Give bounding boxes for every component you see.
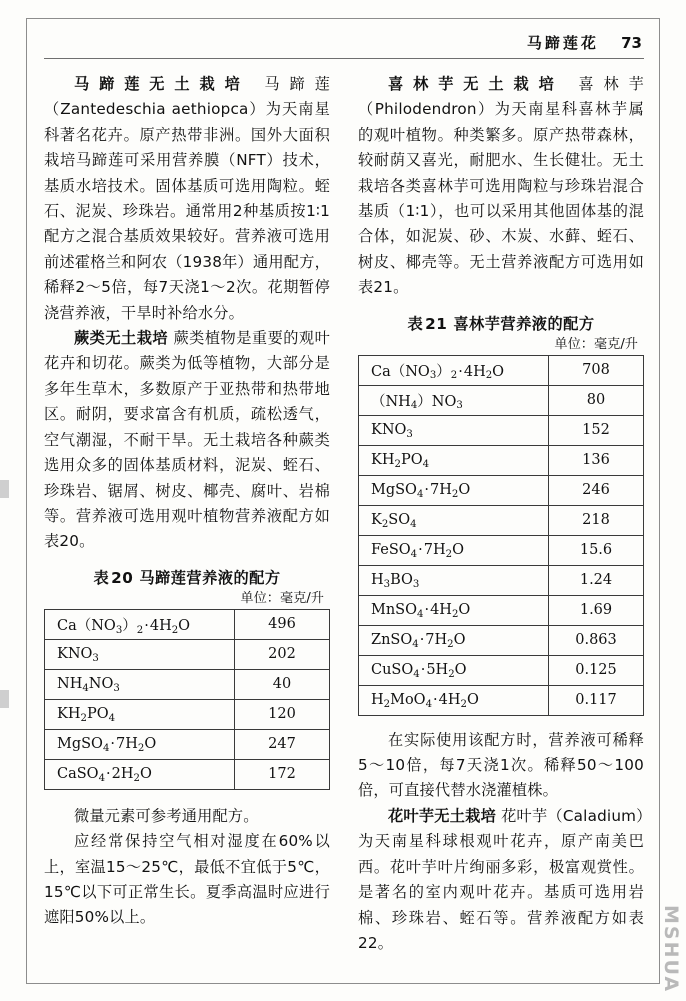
para-caladium-heading: 花叶芋无土栽培 <box>388 806 497 825</box>
para-philodendron-soilless <box>358 72 644 301</box>
table-cell-value: 120 <box>235 699 330 729</box>
table-row <box>45 759 330 789</box>
table-cell-value: 0.117 <box>549 685 644 715</box>
table-cell-value: 152 <box>549 415 644 445</box>
table-cell-formula: $H_3BO_3$ <box>359 565 549 595</box>
para-fern-heading: 蕨类无土栽培 <box>74 329 169 348</box>
para-caladium-soilless <box>358 804 644 956</box>
table-cell-formula: $KH_2PO_4$ <box>45 699 235 729</box>
table-cell-formula: $Ca(NO_3)_2\cdot 4H_2O$ <box>45 609 235 639</box>
table-cell-formula: $H_2MoO_4\cdot 4H_2O$ <box>359 685 549 715</box>
table-21-caption <box>358 313 644 335</box>
table-cell-value: 172 <box>235 759 330 789</box>
header-rule <box>44 58 644 59</box>
table-cell-formula: $(NH_4)NO_3$ <box>359 385 549 415</box>
table-cell-value: 708 <box>549 355 644 385</box>
table-cell-value: 40 <box>235 669 330 699</box>
table-cell-formula: $CuSO_4\cdot 5H_2O$ <box>359 655 549 685</box>
table-row <box>359 655 644 685</box>
table-cell-value: 0.863 <box>549 625 644 655</box>
table-cell-value: 218 <box>549 505 644 535</box>
table-cell-formula: $MgSO_4\cdot 7H_2O$ <box>359 475 549 505</box>
table-row <box>359 535 644 565</box>
table-cell-formula: $Ca(NO_3)_2\cdot 4H_2O$ <box>359 355 549 385</box>
table-cell-formula: $K_2SO_4$ <box>359 505 549 535</box>
para-humidity-temp: 应经常保持空气相对湿度在60%以上，室温15～25℃，最低不宜低于5℃，15℃以下可正常生长。夏季高温时应进行遮阳50%以上。 <box>44 832 330 927</box>
para-calla-heading: 马蹄莲无土栽培 <box>74 75 250 93</box>
table-cell-formula: $CaSO_4\cdot 2H_2O$ <box>45 759 235 789</box>
para-philodendron-text: 喜林芋（Philodendron）为天南星科喜林芋属的观叶植物。种类繁多。原产热带森林，较耐荫又喜光，耐肥水、生长健壮。无土栽培各类喜林芋可选用陶粒与珍珠岩混合基质（1∶1），也可以采用其他固体基的混合体，如泥炭、砂、木炭、水藓、蛭石、树皮、椰壳等。无土营养液配方可选用如表21。 <box>358 75 645 297</box>
table-cell-formula: $MnSO_4\cdot 4H_2O$ <box>359 595 549 625</box>
table-row <box>359 505 644 535</box>
scan-edge-mark <box>0 690 9 708</box>
table-cell-value: 1.24 <box>549 565 644 595</box>
table-21-block <box>358 313 644 716</box>
para-trace-elements: 微量元素可参考通用配方。 <box>74 806 259 825</box>
table-row <box>359 625 644 655</box>
para-fern-text: 蕨类植物是重要的观叶花卉和切花。蕨类为低等植物，大部分是多年生草木，多数原产于亚热带和热带地区。耐阴，要求富含有机质，疏松透气，空气潮湿，不耐干旱。无土栽培各种蕨类选用众多的固体基质材料，泥炭、蛭石、珍珠岩、锯屑、树皮、椰壳、腐叶、岩棉等。营养液可选用观叶植物营养液配方如表20。 <box>44 329 331 551</box>
table-cell-value: 80 <box>549 385 644 415</box>
body-columns <box>44 72 644 972</box>
page-number: 73 <box>621 34 642 52</box>
table-cell-value: 0.125 <box>549 655 644 685</box>
table-cell-formula: $KNO_3$ <box>45 639 235 669</box>
table-21-number: 21 <box>425 314 448 333</box>
table-cell-value: 247 <box>235 729 330 759</box>
table-row <box>45 729 330 759</box>
table-20-label: 表 <box>93 568 110 587</box>
table-21-unit: 单位：毫克/升 <box>554 336 638 352</box>
running-head <box>26 32 660 53</box>
table-row <box>45 609 330 639</box>
table-cell-formula: $ZnSO_4\cdot 7H_2O$ <box>359 625 549 655</box>
left-column <box>44 72 330 931</box>
scan-edge-mark <box>0 480 9 498</box>
table-row <box>45 669 330 699</box>
para-philodendron-heading: 喜林芋无土栽培 <box>388 75 564 93</box>
right-column <box>358 72 644 956</box>
table-row <box>359 685 644 715</box>
table-row <box>45 699 330 729</box>
table-row <box>359 415 644 445</box>
running-head-title: 马蹄莲花 <box>526 34 599 52</box>
para-caladium-text: 花叶芋（Caladium）为天南星科球根观叶花卉，原产南美巴西。花叶芋叶片绚丽多彩，极富观赏性。是著名的室内观叶花卉。基质可选用岩棉、珍珠岩、蛭石等。营养液配方如表22。 <box>358 806 645 952</box>
table-20-block <box>44 567 330 790</box>
table-21 <box>358 355 644 716</box>
table-21-title: 喜林芋营养液的配方 <box>453 314 595 333</box>
table-cell-value: 246 <box>549 475 644 505</box>
table-row <box>359 475 644 505</box>
table-cell-value: 1.69 <box>549 595 644 625</box>
table-20-title: 马蹄莲营养液的配方 <box>139 568 281 587</box>
table-cell-value: 136 <box>549 445 644 475</box>
para-calla-text: 马蹄莲（Zantedeschia aethiopca）为天南星科著名花卉。原产热带非洲。国外大面积栽培马蹄莲可采用营养膜（NFT）技术，基质水培技术。固体基质可选用陶粒。蛭石、泥炭、珍珠岩。通常用2种基质按1∶1配方之混合基质效果较好。营养液可选用前述霍格兰和阿农（1938年）通用配方，稀释2～5倍，每7天浇1～2次。花期暂停浇营养液，干旱时补给水分。 <box>44 75 331 322</box>
table-cell-value: 496 <box>235 609 330 639</box>
table-row <box>359 595 644 625</box>
table-cell-formula: $FeSO_4\cdot 7H_2O$ <box>359 535 549 565</box>
table-row <box>359 565 644 595</box>
para-calla-soilless <box>44 72 330 326</box>
para-dilution-usage: 在实际使用该配方时，营养液可稀释5～10倍，每7天浇1次。稀释50～100倍，可直接代替水浇灌植株。 <box>358 730 644 800</box>
table-cell-value: 202 <box>235 639 330 669</box>
watermark: MSHUA <box>660 904 682 993</box>
table-cell-value: 15.6 <box>549 535 644 565</box>
table-row <box>45 639 330 669</box>
table-20-number: 20 <box>111 568 134 587</box>
table-row <box>359 355 644 385</box>
table-row <box>359 445 644 475</box>
table-cell-formula: $KH_2PO_4$ <box>359 445 549 475</box>
table-row <box>359 385 644 415</box>
table-cell-formula: $KNO_3$ <box>359 415 549 445</box>
table-cell-formula: $NH_4NO_3$ <box>45 669 235 699</box>
table-21-label: 表 <box>407 314 424 333</box>
table-20 <box>44 609 330 790</box>
table-20-unit: 单位：毫克/升 <box>240 590 324 606</box>
para-fern-soilless <box>44 326 330 555</box>
table-cell-formula: $MgSO_4\cdot 7H_2O$ <box>45 729 235 759</box>
table-20-caption <box>44 567 330 589</box>
